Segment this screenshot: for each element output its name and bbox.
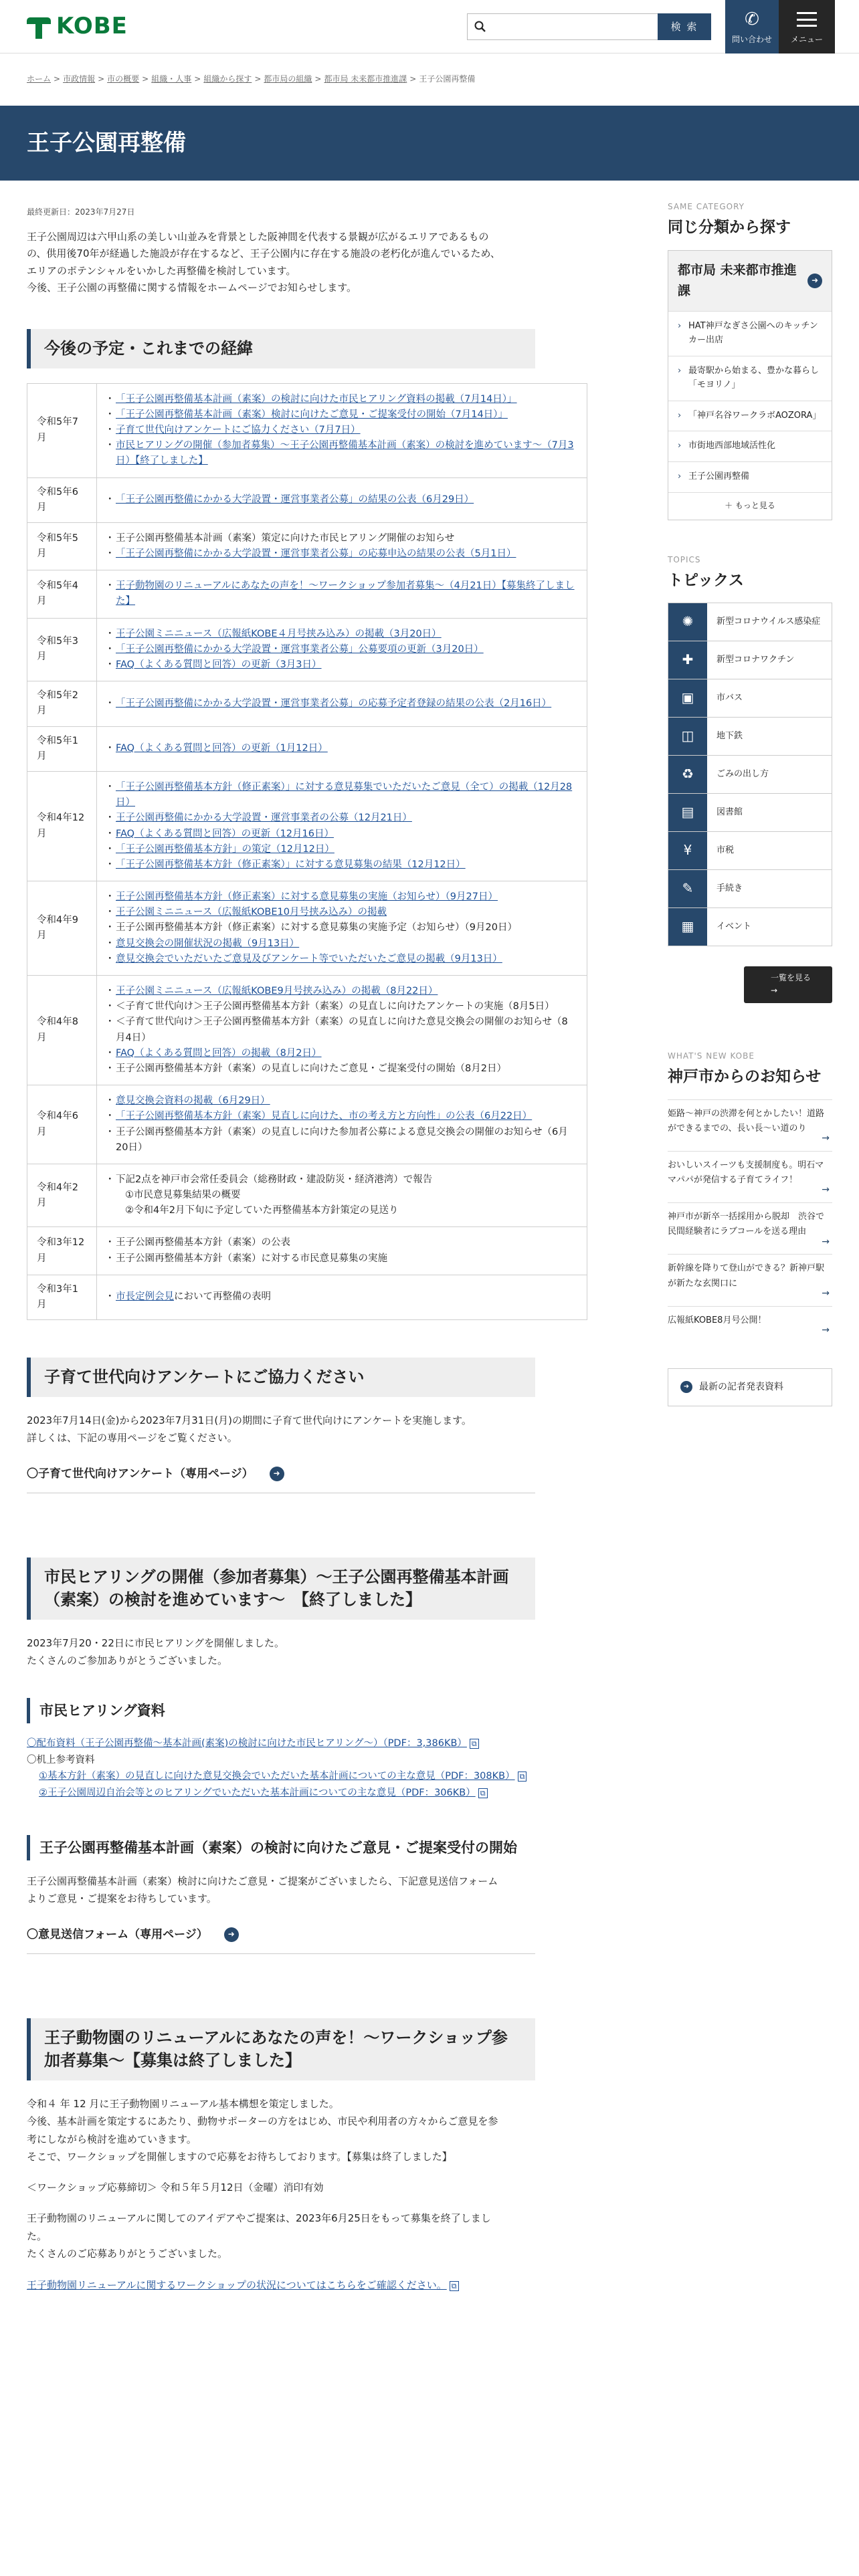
schedule-item-text: 王子公園再整備基本方針（素案）に対する市民意見募集の実施	[116, 1253, 387, 1264]
zoo-line	[27, 2165, 587, 2179]
breadcrumb-item[interactable]: 都市局 未来都市推進課	[324, 74, 407, 84]
schedule-item-link[interactable]: 「王子公園再整備基本方針（修正素案）」に対する意見募集の結果（12月12日）	[116, 859, 466, 870]
schedule-item	[108, 905, 576, 920]
schedule-item	[108, 1188, 576, 1203]
schedule-item	[108, 1289, 576, 1305]
schedule-items	[97, 771, 587, 881]
hearing-line: たくさんのご参加ありがとうございました。	[27, 1654, 228, 1667]
schedule-item	[108, 1125, 576, 1156]
schedule-date: 令和3年1月	[27, 1275, 97, 1319]
schedule-item	[108, 936, 576, 952]
survey-heading: 子育て世代向けアンケートにご協力ください	[27, 1358, 535, 1397]
opinion-form-link[interactable]	[27, 1925, 535, 1954]
schedule-item	[108, 741, 576, 756]
intro-text	[27, 229, 587, 297]
schedule-date: 令和5年3月	[27, 618, 97, 681]
schedule-item	[108, 889, 576, 905]
breadcrumb-home[interactable]: ホーム	[27, 74, 52, 84]
schedule-item-text: 王子公園再整備基本方針（修正素案）に対する意見募集の実施予定（お知らせ）（9月20日）	[116, 922, 517, 934]
news-list	[668, 1099, 832, 1343]
search-form	[467, 13, 711, 40]
topic-label: 手続き	[717, 883, 743, 893]
arrow-right-icon: →	[822, 1287, 830, 1299]
schedule-item-text: 下記2点を神戸市会常任委員会（総務財政・建設防災・経済港湾）で報告	[116, 1174, 433, 1185]
arrow-right-icon: →	[822, 1236, 830, 1247]
schedule-item-link[interactable]: 王子公園ミニニュース（広報紙KOBE10月号挟み込み）の掲載	[116, 907, 387, 918]
schedule-heading: 今後の予定・これまでの経緯	[27, 329, 535, 368]
zoo-line: 令和４ 年 12 月に王子動物園リニューアル基本構想を策定しました。	[27, 2098, 339, 2111]
sidebar	[668, 181, 832, 2294]
category-item[interactable]: › HAT神戸なぎさ公園へのキッチンカー出店	[668, 311, 832, 356]
external-link-icon: ⧉	[478, 1788, 488, 1798]
breadcrumb-item[interactable]: 都市局の組織	[264, 74, 312, 84]
arrow-right-icon: ➜	[680, 1381, 692, 1393]
topics-caption: TOPICS	[668, 554, 701, 564]
schedule-item-link[interactable]: 王子公園再整備にかかる大学設置・運営事業者の公募（12月21日）	[116, 813, 412, 824]
schedule-date: 令和5年2月	[27, 681, 97, 726]
schedule-row	[27, 726, 587, 771]
schedule-item	[108, 492, 576, 508]
schedule-item	[108, 1235, 576, 1251]
topic-item[interactable]	[668, 869, 832, 908]
category-box	[668, 250, 832, 520]
schedule-row	[27, 383, 587, 477]
doc-label: 〇机上参考資料	[27, 1754, 95, 1765]
opinion-line: 王子公園再整備基本計画（素案）検討に向けたご意見・ご提案がございましたら、下記意見送信フォーム	[27, 1875, 498, 1888]
topic-item[interactable]	[668, 679, 832, 718]
survey-body	[27, 1412, 587, 1447]
schedule-item	[108, 842, 576, 857]
subway-icon: ◫	[668, 718, 707, 755]
schedule-date: 令和5年6月	[27, 477, 97, 522]
zoo-line: そこで、ワークショップを開催しますので応募をお待ちしております。【募集は終了しました】	[27, 2150, 452, 2163]
schedule-row	[27, 881, 587, 976]
topic-item[interactable]	[668, 907, 832, 946]
plus-icon: ＋	[725, 501, 735, 510]
news-text: おいしいスイーツも支援制度も。明石ママパパが発信する子育てライフ！	[668, 1160, 824, 1186]
search-input[interactable]	[467, 13, 658, 40]
schedule-item-text: 王子公園再整備基本方針（素案）の見直しに向けた参加者公募による意見交換会の開催のお知らせ（6月20日）	[116, 1126, 568, 1153]
arrow-right-icon: ➜	[807, 274, 822, 288]
breadcrumb-item[interactable]: 組織から探す	[203, 74, 252, 84]
schedule-date: 令和4年8月	[27, 976, 97, 1085]
external-link-icon: ⧉	[518, 1772, 527, 1782]
zoo-line: ＜ワークショップ応募締切＞ 令和５年５月12日（金曜）消印有効	[27, 2181, 324, 2194]
topic-item[interactable]	[668, 793, 832, 832]
contact-label: 問い合わせ	[731, 35, 772, 45]
page-title: 王子公園再整備	[0, 106, 859, 181]
schedule-item	[108, 696, 576, 712]
topic-item[interactable]	[668, 755, 832, 794]
doc-link[interactable]: ①基本方針（素案）の見直しに向けた意見交換会でいただいた基本計画についての主な意見（PDF：308KB）	[39, 1771, 515, 1782]
more-label: もっと見る	[735, 501, 775, 510]
schedule-item	[108, 827, 576, 842]
same-category-title: 同じ分類から探す	[668, 218, 791, 236]
category-item[interactable]: › 最寄駅から始まる、豊かな暮らし「モヨリノ」	[668, 356, 832, 401]
schedule-date: 令和5年7月	[27, 383, 97, 477]
schedule-item-text: 王子公園再整備基本方針（素案）の見直しに向けたご意見・ご提案受付の開始（8月2日）	[116, 1063, 506, 1074]
schedule-item-link[interactable]: 意見交換会でいただいたご意見及びアンケート等でいただいたご意見の掲載（9月13日）	[116, 953, 502, 964]
press-label: 最新の記者発表資料	[699, 1381, 783, 1392]
site-header	[0, 0, 859, 53]
schedule-row	[27, 522, 587, 570]
survey-line: 2023年7月14日(金)から2023年7月31日(月)の期間に子育て世代向けにアンケートを実施します。	[27, 1414, 472, 1427]
schedule-item	[108, 952, 576, 967]
schedule-items	[97, 881, 587, 976]
kobe-logo[interactable]	[27, 7, 128, 45]
schedule-item	[108, 1203, 576, 1218]
doc-item	[27, 1735, 587, 1752]
trash-icon: ♻	[668, 756, 707, 793]
topic-label: イベント	[717, 921, 752, 932]
virus-icon: ✺	[668, 603, 707, 641]
tax-icon: ¥	[668, 832, 707, 869]
survey-link[interactable]	[27, 1465, 535, 1493]
news-text: 新幹線を降りて登山ができる？新神戸駅が新たな玄関口に	[668, 1263, 825, 1289]
schedule-row	[27, 1085, 587, 1164]
schedule-items	[97, 1164, 587, 1227]
schedule-row	[27, 477, 587, 522]
schedule-item	[108, 1109, 576, 1124]
schedule-item	[108, 657, 576, 673]
contact-button[interactable]	[725, 0, 779, 53]
search-icon	[474, 21, 486, 33]
arrow-right-icon: →	[771, 986, 778, 996]
schedule-item-text: において再整備の表明	[174, 1291, 271, 1303]
schedule-item-link[interactable]: FAQ（よくある質問と回答）の掲載（8月2日）	[116, 1047, 322, 1059]
breadcrumb: ホーム > 市政情報 > 市の概要 > 組織・人事 > 組織から探す > 都市局の組織 > 都市局 未来都市推進課 > 王子公園再整備	[0, 53, 859, 106]
intro-line: 今後、王子公園の再整備に関する情報をホームページでお知らせします。	[27, 282, 357, 294]
doc-item	[27, 1785, 587, 1802]
schedule-item-link[interactable]: 意見交換会資料の掲載（6月29日）	[116, 1095, 270, 1107]
arrow-right-icon: ➜	[270, 1467, 284, 1481]
external-link-icon: ⧉	[450, 2281, 459, 2291]
schedule-table	[27, 383, 587, 1321]
schedule-row	[27, 618, 587, 681]
schedule-row	[27, 976, 587, 1085]
schedule-item	[108, 857, 576, 873]
schedule-row	[27, 771, 587, 881]
schedule-item-text: ②令和4年2月下旬に予定していた再整備基本方針策定の見送り	[125, 1205, 399, 1216]
schedule-date: 令和4年9月	[27, 881, 97, 976]
bus-icon: ▣	[668, 679, 707, 717]
arrow-right-icon: →	[822, 1324, 830, 1335]
same-category-caption: SAME CATEGORY	[668, 202, 745, 211]
opinion-link-label: 〇意見送信フォーム（専用ページ）	[27, 1927, 208, 1941]
arrow-right-icon: →	[822, 1184, 830, 1196]
schedule-item-link[interactable]: 子育て世代向けアンケートにご協力ください（7月7日）	[116, 424, 361, 435]
menu-label: メニュー	[790, 35, 823, 45]
schedule-items	[97, 1275, 587, 1319]
schedule-item-link[interactable]: FAQ（よくある質問と回答）の更新（12月16日）	[116, 828, 334, 839]
document-icon: ✎	[668, 870, 707, 907]
schedule-row	[27, 1227, 587, 1275]
news-item[interactable]	[668, 1151, 832, 1202]
schedule-row	[27, 1275, 587, 1319]
doc-link[interactable]: ②王子公園周辺自治会等とのヒアリングでいただいた基本計画についての主な意見（PDF：306KB）	[39, 1788, 476, 1799]
news-item[interactable]	[668, 1254, 832, 1305]
view-all-button[interactable]	[744, 966, 832, 1004]
schedule-date: 令和5年1月	[27, 726, 97, 771]
zoo-line: 今後、基本計画を策定するにあたり、動物サポーターの方をはじめ、市民や利用者の方々からご意見を参	[27, 2115, 498, 2128]
schedule-date: 令和4年2月	[27, 1164, 97, 1227]
news-text: 広報紙KOBE8月号公開！	[668, 1315, 767, 1325]
schedule-item-link[interactable]: 王子公園ミニニュース（広報紙KOBE４月号挟み込み）の掲載（3月20日）	[116, 628, 442, 639]
hearing-line: 2023年7月20・22日に市民ヒアリングを開催しました。	[27, 1637, 284, 1650]
survey-link-label: 〇子育て世代向けアンケート（専用ページ）	[27, 1467, 254, 1481]
zoo-workshop-link[interactable]: 王子動物園リニューアルに関するワークショップの状況についてはこちらをご確認ください。	[27, 2279, 447, 2292]
category-item[interactable]: › 「神戸名谷ワークラボAOZORA」	[668, 401, 832, 431]
schedule-items	[97, 477, 587, 522]
survey-line: 詳しくは、下記の専用ページをご覧ください。	[27, 1432, 237, 1444]
schedule-item	[108, 438, 576, 469]
schedule-items	[97, 1227, 587, 1275]
schedule-item	[108, 999, 576, 1014]
schedule-items	[97, 522, 587, 570]
zoo-link-row	[27, 2277, 587, 2294]
schedule-item	[108, 1046, 576, 1061]
intro-line: の、供用後70年が経過した施設が存在するなど、王子公園内に存在する施設の老朽化が進んでいるため、	[27, 247, 500, 260]
zoo-line: た。	[27, 2230, 47, 2242]
hearing-body	[27, 1634, 587, 1670]
schedule-items	[97, 570, 587, 618]
main-content	[27, 181, 587, 2294]
schedule-item	[108, 642, 576, 657]
external-link-icon: ⧉	[470, 1739, 479, 1749]
schedule-item-link[interactable]: 「王子公園再整備基本方針」の策定（12月12日）	[116, 843, 335, 855]
category-item[interactable]: › 市街地西部地域活性化	[668, 431, 832, 461]
topic-item[interactable]	[668, 831, 832, 870]
hamburger-icon	[797, 12, 817, 27]
schedule-item	[108, 423, 576, 438]
opinion-line: よりご意見・ご提案をお待ちしています。	[27, 1893, 217, 1905]
arrow-right-icon: ➜	[224, 1927, 239, 1942]
menu-button[interactable]	[779, 0, 835, 53]
last-updated: 最終更新日：2023年7月27日	[27, 207, 135, 217]
news-title: 神戸市からのお知らせ	[668, 1067, 822, 1085]
view-all-label: 一覧を見る	[771, 972, 812, 982]
breadcrumb-item[interactable]: 市政情報	[63, 74, 96, 84]
schedule-item	[108, 546, 576, 562]
schedule-item-link[interactable]: FAQ（よくある質問と回答）の更新（3月3日）	[116, 659, 322, 671]
schedule-item	[108, 1251, 576, 1267]
topic-label: 図書館	[717, 807, 743, 817]
news-text: 神戸市が新卒一括採用から脱却 渋谷で民間経験者にラブコールを送る理由	[668, 1212, 825, 1237]
opinion-heading: 王子公園再整備基本計画（素案）の検討に向けたご意見・ご提案受付の開始	[27, 1835, 535, 1860]
hearing-heading: 市民ヒアリングの開催（参加者募集）～王子公園再整備基本計画（素案）の検討を進めています～ 【終了しました】	[27, 1558, 535, 1620]
schedule-item-link[interactable]: 「王子公園再整備基本計画（素案）検討に向けたご意見・ご提案受付の開始（7月14日）」	[116, 409, 508, 420]
topic-label: 市バス	[717, 692, 743, 703]
phone-icon: ✆	[745, 9, 759, 30]
schedule-item	[108, 811, 576, 826]
schedule-date: 令和3年12月	[27, 1227, 97, 1275]
category-link[interactable]	[668, 251, 832, 312]
intro-line: 王子公園周辺は六甲山系の美しい山並みを背景とした阪神間を代表する景観が広がるエリアであるもの	[27, 230, 489, 243]
schedule-item	[108, 1093, 576, 1109]
hearing-docs-heading: 市民ヒアリング資料	[27, 1698, 535, 1723]
topic-label: 新型コロナワクチン	[717, 654, 795, 665]
press-release-link[interactable]	[668, 1368, 832, 1406]
schedule-item	[108, 627, 576, 642]
schedule-date: 令和4年6月	[27, 1085, 97, 1164]
schedule-item-text: 王子公園再整備基本計画（素案）策定に向けた市民ヒアリング開催のお知らせ	[116, 532, 455, 544]
schedule-item	[108, 920, 576, 936]
breadcrumb-item[interactable]: 市の概要	[107, 74, 140, 84]
schedule-item-link[interactable]: 「王子公園再整備基本計画（素案）の検討に向けた市民ヒアリング資料の掲載（7月14日）」	[116, 393, 517, 405]
topic-item[interactable]	[668, 603, 832, 641]
intro-line: エリアのポテンシャルをいかした再整備を検討しています。	[27, 264, 296, 277]
doc-item	[27, 1752, 587, 1769]
news-item[interactable]	[668, 1099, 832, 1151]
breadcrumb-current: 王子公園再整備	[419, 74, 476, 84]
hearing-docs-list	[27, 1735, 587, 1802]
schedule-item-link[interactable]: 「王子公園再整備にかかる大学設置・運営事業者公募」公募要項の更新（3月20日）	[116, 643, 484, 655]
schedule-date: 令和4年12月	[27, 771, 97, 881]
schedule-item-link[interactable]: 王子動物園のリニューアルにあなたの声を！～ワークショップ参加者募集～（4月21日）【募集終了しました】	[116, 580, 575, 607]
opinion-body	[27, 1872, 587, 1908]
schedule-items	[97, 681, 587, 726]
schedule-items	[97, 618, 587, 681]
schedule-item-link[interactable]: 「王子公園再整備にかかる大学設置・運営事業者公募」の応募申込の結果の公表（5月1日）	[116, 548, 516, 560]
schedule-item-text: 王子公園再整備基本方針（素案）の公表	[116, 1237, 290, 1249]
schedule-item	[108, 984, 576, 999]
schedule-item	[108, 407, 576, 423]
book-icon: ▤	[668, 794, 707, 831]
search-button[interactable]: 検 索	[658, 13, 711, 40]
topic-label: 地下鉄	[717, 730, 743, 741]
schedule-item-link[interactable]: 「王子公園再整備基本方針（修正素案）」に対する意見募集でいただいたご意見（全て）の掲載（12月28日）	[116, 781, 573, 809]
schedule-item	[108, 780, 576, 811]
zoo-line: 考にしながら検討を進めていきます。	[27, 2133, 197, 2145]
news-item[interactable]	[668, 1306, 832, 1343]
schedule-items	[97, 976, 587, 1085]
topic-label: 市税	[717, 845, 735, 855]
news-caption: WHAT'S NEW KOBE	[668, 1051, 755, 1061]
schedule-row	[27, 570, 587, 618]
schedule-item	[108, 531, 576, 546]
news-text: 姫路～神戸の渋滞を何とかしたい！道路ができるまでの、長い長～い道のり	[668, 1108, 825, 1134]
zoo-line: たくさんのご応募ありがとうございました。	[27, 2247, 228, 2260]
schedule-item-text: ①市民意見募集結果の概要	[125, 1190, 241, 1201]
news-item[interactable]	[668, 1202, 832, 1254]
topic-label: 新型コロナウイルス感染症	[717, 616, 821, 627]
schedule-item	[108, 1014, 576, 1045]
schedule-item-link[interactable]: 市民ヒアリングの開催（参加者募集）～王子公園再整備基本計画（素案）の検討を進めています～（7月3日）【終了しました】	[116, 440, 574, 467]
schedule-item	[108, 1172, 576, 1188]
arrow-right-icon: →	[822, 1133, 830, 1144]
vaccine-icon: ✚	[668, 641, 707, 679]
more-button[interactable]	[668, 492, 832, 520]
schedule-row	[27, 1164, 587, 1227]
zoo-line: 王子動物園のリニューアルに関してのアイデアやご提案は、2023年6月25日をもって募集を終了しまし	[27, 2212, 491, 2225]
schedule-row	[27, 681, 587, 726]
schedule-items	[97, 726, 587, 771]
calendar-icon: ▦	[668, 908, 707, 946]
schedule-item-link[interactable]: 意見交換会の開催状況の掲載（9月13日）	[116, 938, 300, 949]
schedule-item-link[interactable]: 市長定例会見	[116, 1291, 174, 1303]
category-name: 都市局 未来都市推進課	[678, 262, 797, 299]
zoo-body	[27, 2095, 587, 2262]
zoo-heading: 王子動物園のリニューアルにあなたの声を！～ワークショップ参加者募集～【募集は終了しました】	[27, 2018, 535, 2081]
schedule-date: 令和5年4月	[27, 570, 97, 618]
schedule-item-link[interactable]: 「王子公園再整備にかかる大学設置・運営事業者公募」の応募予定者登録の結果の公表（2月16日）	[116, 697, 552, 709]
schedule-items	[97, 1085, 587, 1164]
topic-item[interactable]	[668, 641, 832, 679]
schedule-item-link[interactable]: FAQ（よくある質問と回答）の更新（1月12日）	[116, 743, 328, 754]
zoo-line	[27, 2196, 587, 2210]
category-item[interactable]: › 王子公園再整備	[668, 461, 832, 492]
topic-item[interactable]	[668, 717, 832, 756]
schedule-item-link[interactable]: 王子公園ミニニュース（広報紙KOBE9月号挟み込み）の掲載（8月22日）	[116, 986, 438, 997]
schedule-item-link[interactable]: 「王子公園再整備基本方針（素案）見直しに向けた、市の考え方と方向性」の公表（6月22日）	[116, 1111, 533, 1122]
breadcrumb-item[interactable]: 組織・人事	[151, 74, 192, 84]
schedule-item	[108, 392, 576, 407]
logo-text: KOBE	[56, 13, 128, 40]
doc-item	[27, 1768, 587, 1785]
schedule-date: 令和5年5月	[27, 522, 97, 570]
schedule-item	[108, 1061, 576, 1077]
doc-link[interactable]: 〇配布資料（王子公園再整備～基本計画(素案)の検討に向けた市民ヒアリング～）（PDF：3,386KB）	[27, 1738, 467, 1749]
schedule-item-text: ＜子育て世代向け＞王子公園再整備基本方針（素案）の見直しに向けた意見交換会の開催のお知らせ（8月4日）	[116, 1016, 568, 1043]
topics-list	[668, 603, 832, 946]
schedule-item-link[interactable]: 王子公園再整備基本方針（修正素案）に対する意見募集の実施（お知らせ）（9月27日）	[116, 891, 498, 903]
kobe-mark-icon	[27, 15, 51, 39]
schedule-item-link[interactable]: 「王子公園再整備にかかる大学設置・運営事業者公募」の結果の公表（6月29日）	[116, 494, 474, 506]
schedule-items	[97, 383, 587, 477]
schedule-item-text: ＜子育て世代向け＞王子公園再整備基本方針（素案）の見直しに向けたアンケートの実施（8月5日）	[116, 1001, 555, 1012]
schedule-item	[108, 578, 576, 609]
topic-label: ごみの出し方	[717, 768, 769, 779]
topics-title: トピックス	[668, 571, 744, 589]
